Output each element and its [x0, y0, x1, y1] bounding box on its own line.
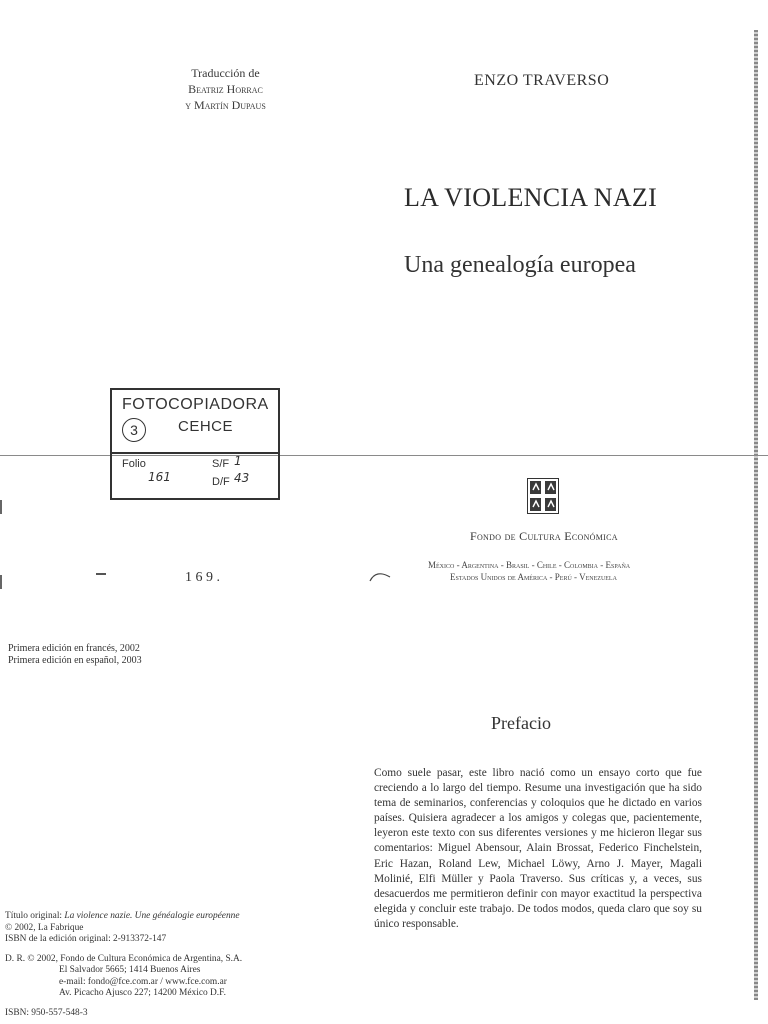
folio-label: Folio — [122, 458, 146, 470]
original-title: La violence nazie. Une généalogie européenne — [64, 911, 240, 921]
original-isbn: ISBN de la edición original: 2-913372-147 — [5, 934, 167, 944]
stamp-number-circle: 3 — [122, 418, 146, 442]
original-title-line — [5, 911, 242, 923]
original-title-label: Título original: — [5, 911, 63, 921]
preface-title: Prefacio — [491, 713, 551, 733]
stamp-fields — [120, 454, 270, 496]
df-label: D/F — [212, 476, 230, 488]
original-copyright: © 2002, La Fabrique — [5, 922, 84, 933]
preface-body: Como suele pasar, este libro nació como un ensayo corto que fue creciendo a lo largo del tiempo. Resume una investigación que ha sido tema de seminarios, conferencias y coloquios que he dictado en varios países. Quisiera agradecer a los amigos y colegas que, pacientemente, leyeron este texto con sus diferentes versiones y me hicieron llegar sus comentarios: Miguel Abensour, Alain Brossat, Federico Finchelstein, Eric Hazan, Roland Lew, Michael Löwy, Arno J. Mayer, Magali Molinié, Elfi Müller y Paola Traverso. Sus críticas y, a veces, sus desacuerdos me permitieron definir con mayor exactitud la perspectiva elegida y concluir este trabajo. De todos modos, queda claro que soy su único responsable. — [374, 767, 702, 930]
book-subtitle: Una genealogía europea — [404, 252, 636, 278]
translation-credit — [168, 65, 283, 113]
edge-tick — [0, 500, 2, 514]
author-name: ENZO TRAVERSO — [474, 72, 610, 89]
folio-value: 161 — [148, 470, 171, 484]
publisher-name: Fondo de Cultura Económica — [470, 529, 618, 543]
sf-label: S/F — [212, 458, 230, 470]
edition-french: Primera edición en francés, 2002 — [8, 643, 140, 654]
translator-1: Beatriz Horrac — [188, 82, 263, 96]
pencil-arc-mark — [368, 569, 392, 583]
book-title: LA VIOLENCIA NAZI — [404, 183, 658, 212]
stamp-header — [112, 390, 278, 454]
address-mexico: Av. Picacho Ajusco 227; 14200 México D.F. — [59, 988, 226, 998]
translator-2: y Martín Dupaus — [185, 98, 266, 112]
page-edge-scan-artifact — [754, 30, 758, 1000]
isbn: ISBN: 950-557-548-3 — [5, 1007, 88, 1018]
edge-tick — [0, 575, 2, 589]
sf-value: 1 — [234, 454, 242, 468]
edition-spanish: Primera edición en español, 2003 — [8, 655, 142, 666]
photocopy-stamp — [110, 388, 280, 500]
dr-line: D. R. © 2002, Fondo de Cultura Económica de Argentina, S.A. — [5, 953, 243, 964]
publisher-logo-icon — [527, 478, 559, 514]
stamp-name: FOTOCOPIADORA — [122, 396, 269, 413]
edition-info — [8, 643, 142, 667]
scan-dash-mark — [96, 573, 106, 575]
address-buenos-aires: El Salvador 5665; 1414 Buenos Aires — [59, 965, 201, 975]
copyright-block — [5, 911, 242, 1019]
stamp-sub: CEHCE — [178, 418, 234, 435]
email-web: e-mail: fondo@fce.com.ar / www.fce.com.ar — [59, 976, 227, 987]
translation-label: Traducción de — [191, 66, 260, 80]
publisher-cities-line-1: México - Argentina - Brasil - Chile - Colombia - España — [428, 560, 631, 570]
df-value: 43 — [234, 471, 250, 485]
handwritten-mark: 1 6 9 . — [185, 570, 220, 585]
publisher-cities-line-2: Estados Unidos de América - Perú - Venezuela — [450, 572, 617, 580]
